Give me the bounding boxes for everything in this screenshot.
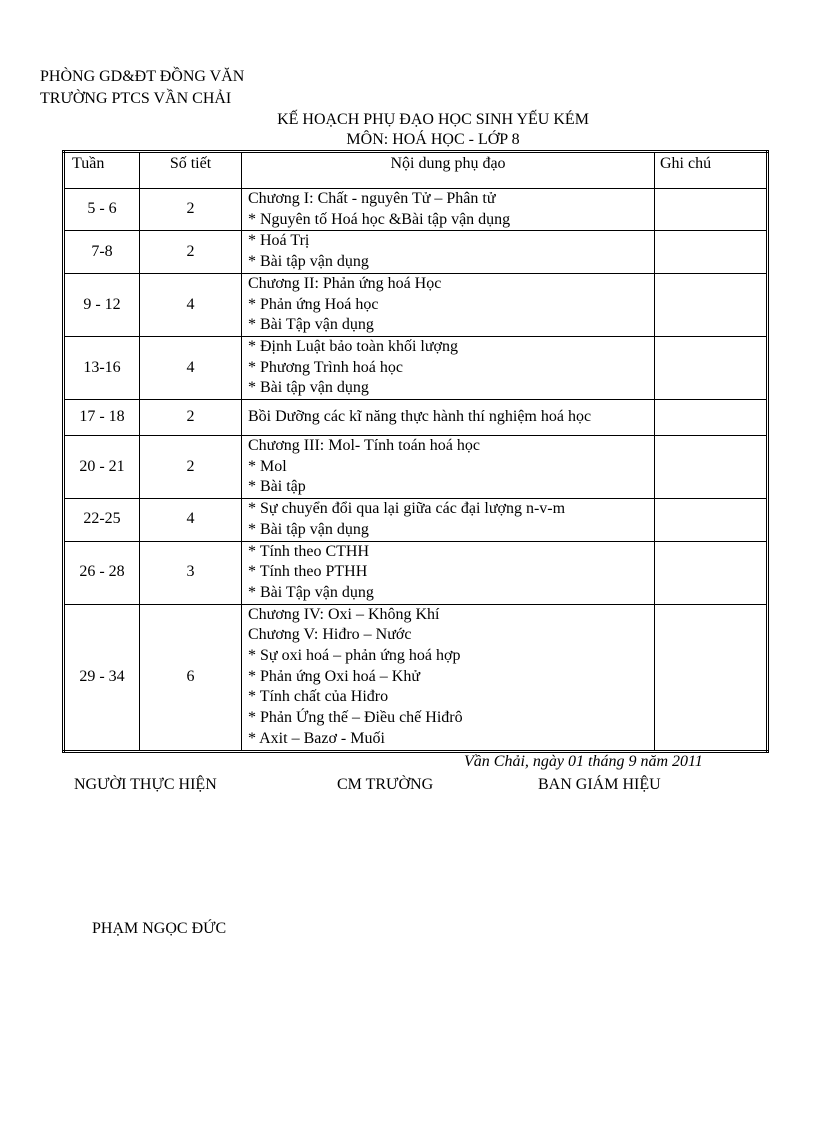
- content-line: * Tính theo CTHH: [248, 542, 370, 560]
- content-line: Chương V: Hiđro – Nước: [248, 626, 412, 644]
- cell-so-tiet: 4: [140, 336, 242, 399]
- plan-table: [62, 150, 769, 753]
- cell-tuan: 22-25: [64, 499, 140, 541]
- cell-noi-dung: [242, 189, 655, 231]
- cell-so-tiet: 2: [140, 400, 242, 436]
- cell-ghi-chu: [655, 541, 768, 604]
- cell-tuan: 29 - 34: [64, 604, 140, 751]
- cell-so-tiet: 2: [140, 189, 242, 231]
- table-row: [64, 273, 768, 336]
- org-name-school: TRƯỜNG PTCS VẦN CHẢI: [40, 90, 232, 107]
- content-line: Chương IV: Oxi – Không Khí: [248, 605, 440, 623]
- content-line: * Sự chuyển đổi qua lại giữa các đại lượng n-v-m: [248, 500, 566, 518]
- content-line: Chương III: Mol- Tính toán hoá học: [248, 437, 480, 455]
- cell-noi-dung: [242, 231, 655, 273]
- cell-noi-dung: [242, 499, 655, 541]
- cell-tuan: 7-8: [64, 231, 140, 273]
- cell-tuan: 5 - 6: [64, 189, 140, 231]
- org-name-department: PHÒNG GD&ĐT ĐỒNG VĂN: [40, 68, 245, 85]
- table-body: [64, 189, 768, 752]
- cell-so-tiet: 2: [140, 436, 242, 499]
- content-line: * Bài Tập vận dụng: [248, 316, 374, 334]
- cell-tuan: 20 - 21: [64, 436, 140, 499]
- document-subtitle: MÔN: HOÁ HỌC - LỚP 8: [346, 131, 520, 148]
- content-line: * Phản ứng Hoá học: [248, 295, 379, 313]
- content-line: * Sự oxi hoá – phản ứng hoá hợp: [248, 647, 461, 665]
- table-row: [64, 400, 768, 436]
- table-header-row: [64, 152, 768, 189]
- cell-tuan: 26 - 28: [64, 541, 140, 604]
- cell-ghi-chu: [655, 273, 768, 336]
- cell-noi-dung: [242, 400, 655, 436]
- table-row: [64, 336, 768, 399]
- cell-noi-dung: [242, 541, 655, 604]
- cell-noi-dung: [242, 604, 655, 751]
- cell-ghi-chu: [655, 400, 768, 436]
- table-row: [64, 541, 768, 604]
- cell-ghi-chu: [655, 231, 768, 273]
- content-line: * Tính theo PTHH: [248, 563, 368, 581]
- cell-noi-dung: [242, 336, 655, 399]
- content-line: Chương II: Phản ứng hoá Học: [248, 274, 442, 292]
- signature-label-board: BAN GIÁM HIỆU: [538, 776, 661, 793]
- column-header-noi-dung: Nội dung phụ đạo: [242, 152, 655, 189]
- column-header-so-tiet: Số tiết: [140, 152, 242, 189]
- cell-so-tiet: 2: [140, 231, 242, 273]
- cell-noi-dung: [242, 273, 655, 336]
- content-line: * Bài tập vận dụng: [248, 253, 369, 271]
- cell-noi-dung: [242, 436, 655, 499]
- cell-so-tiet: 6: [140, 604, 242, 751]
- content-line: * Bài tập vận dụng: [248, 379, 369, 397]
- column-header-ghi-chu: Ghi chú: [655, 152, 768, 189]
- cell-so-tiet: 4: [140, 273, 242, 336]
- table-row: [64, 604, 768, 751]
- cell-ghi-chu: [655, 604, 768, 751]
- table-row: [64, 231, 768, 273]
- table-row: [64, 436, 768, 499]
- content-line: * Nguyên tố Hoá học &Bài tập vận dụng: [248, 210, 511, 228]
- signature-label-performer: NGƯỜI THỰC HIỆN: [74, 776, 217, 793]
- content-line: Bồi Dưỡng các kĩ năng thực hành thí nghiệm hoá học: [248, 408, 592, 426]
- document-title: KẾ HOẠCH PHỤ ĐẠO HỌC SINH YẾU KÉM: [277, 111, 589, 128]
- content-line: Chương I: Chất - nguyên Tử – Phân tử: [248, 190, 496, 207]
- cell-tuan: 9 - 12: [64, 273, 140, 336]
- content-line: * Bài tập vận dụng: [248, 520, 369, 538]
- cell-ghi-chu: [655, 436, 768, 499]
- signer-name: PHẠM NGỌC ĐỨC: [92, 920, 227, 937]
- table-row: [64, 499, 768, 541]
- content-line: * Phương Trình hoá học: [248, 358, 403, 376]
- cell-tuan: 13-16: [64, 336, 140, 399]
- content-line: * Định Luật bảo toàn khối lượng: [248, 337, 458, 355]
- content-line: * Hoá Trị: [248, 232, 310, 250]
- table-row: [64, 189, 768, 231]
- content-line: * Phản ứng Oxi hoá – Khử: [248, 667, 420, 685]
- cell-so-tiet: 3: [140, 541, 242, 604]
- content-line: * Axit – Bazơ - Muối: [248, 729, 385, 747]
- cell-tuan: 17 - 18: [64, 400, 140, 436]
- content-line: * Mol: [248, 457, 287, 475]
- cell-so-tiet: 4: [140, 499, 242, 541]
- signature-label-cm-truong: CM TRƯỜNG: [337, 776, 434, 793]
- content-line: * Bài tập: [248, 478, 306, 496]
- cell-ghi-chu: [655, 336, 768, 399]
- column-header-tuan: Tuần: [64, 152, 140, 189]
- cell-ghi-chu: [655, 499, 768, 541]
- date-line: Vần Chải, ngày 01 tháng 9 năm 2011: [464, 753, 703, 770]
- content-line: * Tính chất của Hiđro: [248, 688, 389, 706]
- content-line: * Phản Ứng thế – Điều chế Hiđrô: [248, 709, 463, 727]
- cell-ghi-chu: [655, 189, 768, 231]
- content-line: * Bài Tập vận dụng: [248, 583, 374, 601]
